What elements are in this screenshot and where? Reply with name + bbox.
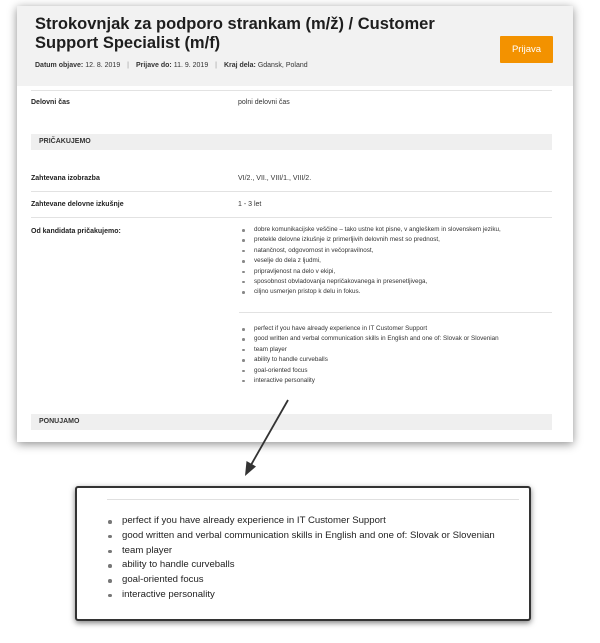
worktime-label: Delovni čas	[31, 99, 70, 106]
location-value: Gdansk, Poland	[257, 62, 308, 69]
list-item: natančnost, odgovornost in večopravilnost,	[239, 246, 501, 256]
list-item: interactive personality	[239, 376, 499, 386]
list-item: pretekle delovne izkušnje iz primerljivih delovnih mest so prednost,	[239, 235, 501, 245]
offer-section-title: PONUJAMO	[39, 418, 80, 425]
list-item: good written and verbal communication skills in English and one of: Slovak or Slovenian	[239, 334, 499, 344]
expect-section-title: PRIČAKUJEMO	[39, 138, 91, 145]
worktime-value: polni delovni čas	[238, 99, 290, 106]
experience-label: Zahtevane delovne izkušnje	[31, 201, 124, 208]
list-divider	[107, 499, 519, 500]
list-item: veselje do dela z ljudmi,	[239, 256, 501, 266]
list-item: goal-oriented focus	[107, 573, 495, 588]
list-item: pripravljenost na delo v ekipi,	[239, 267, 501, 277]
job-title: Strokovnjak za podporo strankam (m/ž) / Customer Support Specialist (m/f)	[35, 15, 435, 52]
candidate-label: Od kandidata pričakujemo:	[31, 228, 121, 235]
location-label: Kraj dela:	[223, 62, 256, 69]
published-label: Datum objave:	[35, 62, 84, 69]
zoom-callout-box	[75, 486, 531, 621]
meta-separator: |	[127, 62, 129, 69]
education-value: VI/2., VII., VIII/1., VIII/2.	[238, 175, 312, 182]
experience-value: 1 - 3 let	[238, 201, 262, 208]
list-item: ability to handle curveballs	[239, 355, 499, 365]
deadline-label: Prijave do:	[135, 62, 172, 69]
education-label: Zahtevana izobrazba	[31, 175, 100, 182]
list-item: sposobnost obvladovanja nepričakovanega in presenetljivega,	[239, 277, 501, 287]
list-item: ability to handle curveballs	[107, 558, 495, 573]
apply-button[interactable]: Prijava	[500, 36, 553, 63]
list-item: goal-oriented focus	[239, 366, 499, 376]
list-item: good written and verbal communication skills in English and one of: Slovak or Slovenian	[107, 529, 495, 544]
zoomed-requirements-en-list	[107, 514, 495, 603]
meta-separator: |	[215, 62, 217, 69]
list-item: team player	[239, 345, 499, 355]
list-item: dobre komunikacijske veščine – tako ustne kot pisne, v angleškem in slovenskem jeziku,	[239, 225, 501, 235]
list-item: ciljno usmerjen pristop k delu in fokus.	[239, 287, 501, 297]
list-item: perfect if you have already experience in IT Customer Support	[239, 324, 499, 334]
list-item: perfect if you have already experience in IT Customer Support	[107, 514, 495, 529]
list-item: interactive personality	[107, 588, 495, 603]
published-value: 12. 8. 2019	[85, 62, 121, 69]
deadline-value: 11. 9. 2019	[173, 62, 209, 69]
list-item: team player	[107, 544, 495, 559]
